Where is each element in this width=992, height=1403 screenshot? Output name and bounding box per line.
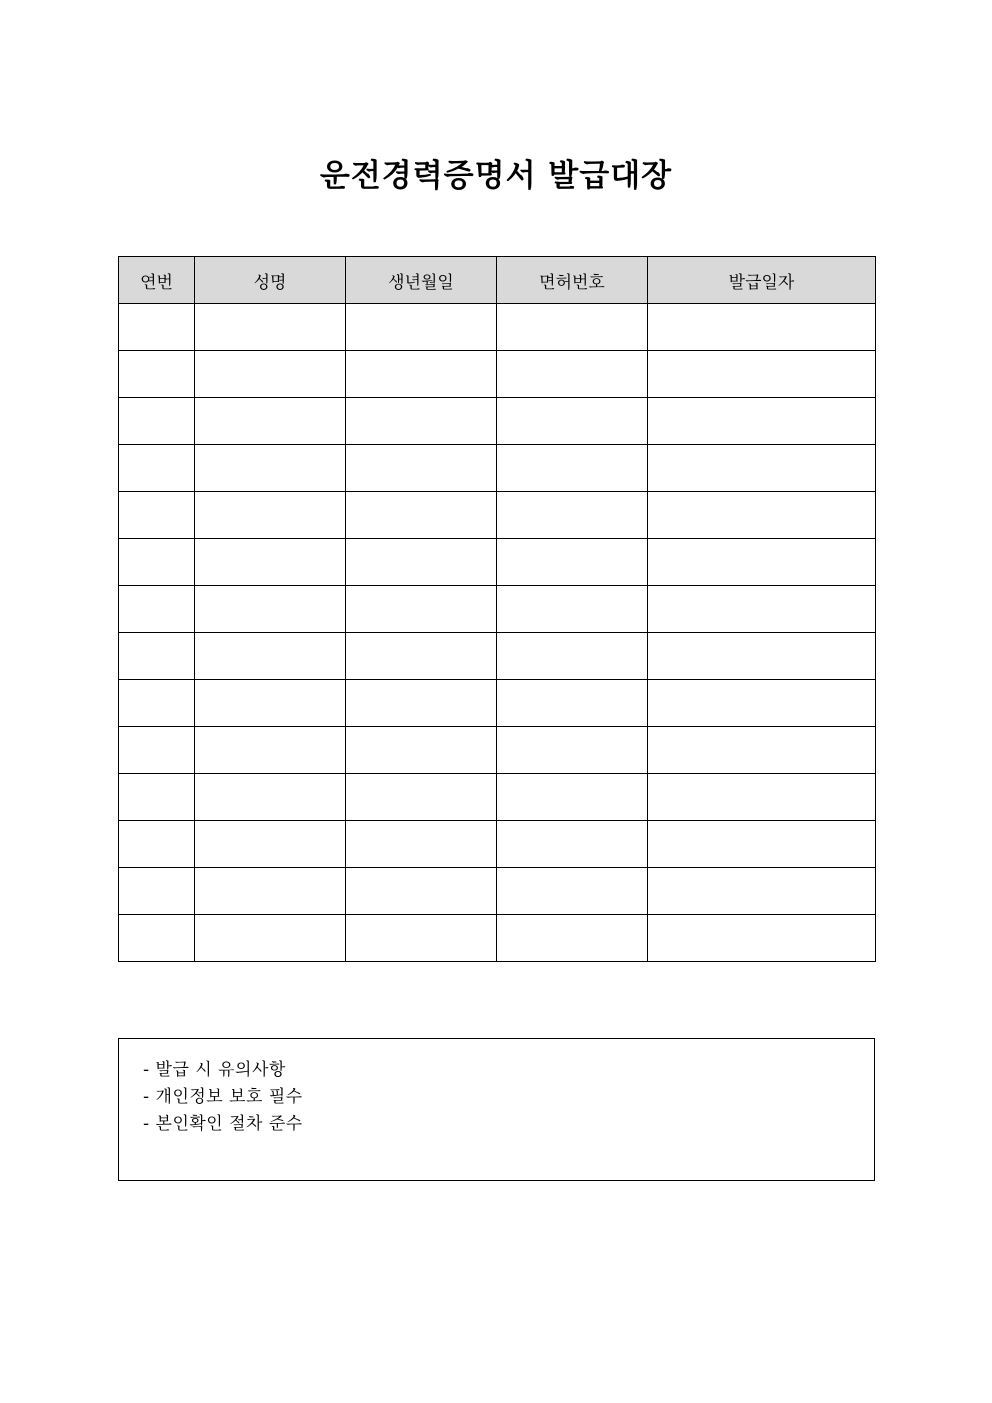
table-row (119, 351, 876, 398)
cell-name[interactable] (195, 633, 346, 680)
notes-box (118, 1038, 875, 1181)
cell-name[interactable] (195, 868, 346, 915)
table-row (119, 680, 876, 727)
table-header-row (119, 257, 876, 304)
cell-issue-date[interactable] (648, 492, 876, 539)
cell-name[interactable] (195, 915, 346, 962)
cell-birth-date[interactable] (346, 633, 497, 680)
column-header-license-number: 면허번호 (497, 257, 648, 304)
table-row (119, 868, 876, 915)
cell-birth-date[interactable] (346, 821, 497, 868)
cell-license-number[interactable] (497, 727, 648, 774)
table-row (119, 398, 876, 445)
cell-issue-date[interactable] (648, 586, 876, 633)
cell-serial-number[interactable] (119, 586, 195, 633)
cell-license-number[interactable] (497, 586, 648, 633)
table-row (119, 304, 876, 351)
cell-license-number[interactable] (497, 868, 648, 915)
cell-license-number[interactable] (497, 680, 648, 727)
cell-license-number[interactable] (497, 633, 648, 680)
cell-birth-date[interactable] (346, 868, 497, 915)
cell-name[interactable] (195, 351, 346, 398)
cell-license-number[interactable] (497, 351, 648, 398)
cell-birth-date[interactable] (346, 304, 497, 351)
cell-issue-date[interactable] (648, 680, 876, 727)
cell-name[interactable] (195, 586, 346, 633)
cell-serial-number[interactable] (119, 351, 195, 398)
cell-serial-number[interactable] (119, 445, 195, 492)
column-header-birth-date: 생년월일 (346, 257, 497, 304)
cell-issue-date[interactable] (648, 915, 876, 962)
cell-issue-date[interactable] (648, 539, 876, 586)
cell-birth-date[interactable] (346, 398, 497, 445)
cell-name[interactable] (195, 304, 346, 351)
issuance-ledger-table (118, 256, 876, 962)
table-row (119, 774, 876, 821)
table-row (119, 445, 876, 492)
cell-birth-date[interactable] (346, 539, 497, 586)
cell-issue-date[interactable] (648, 633, 876, 680)
table-row (119, 821, 876, 868)
cell-birth-date[interactable] (346, 492, 497, 539)
cell-license-number[interactable] (497, 774, 648, 821)
cell-license-number[interactable] (497, 915, 648, 962)
cell-serial-number[interactable] (119, 680, 195, 727)
cell-issue-date[interactable] (648, 868, 876, 915)
cell-serial-number[interactable] (119, 492, 195, 539)
cell-serial-number[interactable] (119, 868, 195, 915)
cell-birth-date[interactable] (346, 445, 497, 492)
cell-name[interactable] (195, 492, 346, 539)
cell-name[interactable] (195, 727, 346, 774)
table-row (119, 492, 876, 539)
cell-issue-date[interactable] (648, 821, 876, 868)
cell-name[interactable] (195, 680, 346, 727)
table-body (119, 304, 876, 962)
cell-issue-date[interactable] (648, 774, 876, 821)
cell-birth-date[interactable] (346, 915, 497, 962)
cell-license-number[interactable] (497, 398, 648, 445)
cell-serial-number[interactable] (119, 821, 195, 868)
cell-name[interactable] (195, 445, 346, 492)
cell-license-number[interactable] (497, 492, 648, 539)
column-header-name: 성명 (195, 257, 346, 304)
cell-name[interactable] (195, 398, 346, 445)
note-item: - 본인확인 절차 준수 (143, 1114, 303, 1134)
cell-issue-date[interactable] (648, 445, 876, 492)
cell-serial-number[interactable] (119, 915, 195, 962)
table-row (119, 915, 876, 962)
table-row (119, 586, 876, 633)
cell-license-number[interactable] (497, 304, 648, 351)
cell-issue-date[interactable] (648, 398, 876, 445)
table-row (119, 539, 876, 586)
cell-serial-number[interactable] (119, 774, 195, 821)
table-row (119, 727, 876, 774)
cell-serial-number[interactable] (119, 304, 195, 351)
cell-birth-date[interactable] (346, 680, 497, 727)
cell-name[interactable] (195, 774, 346, 821)
cell-birth-date[interactable] (346, 774, 497, 821)
page-title: 운전경력증명서 발급대장 (319, 157, 673, 194)
cell-serial-number[interactable] (119, 398, 195, 445)
cell-serial-number[interactable] (119, 633, 195, 680)
cell-serial-number[interactable] (119, 539, 195, 586)
cell-name[interactable] (195, 539, 346, 586)
table-row (119, 633, 876, 680)
cell-birth-date[interactable] (346, 351, 497, 398)
cell-license-number[interactable] (497, 539, 648, 586)
cell-issue-date[interactable] (648, 351, 876, 398)
cell-name[interactable] (195, 821, 346, 868)
cell-license-number[interactable] (497, 445, 648, 492)
cell-birth-date[interactable] (346, 586, 497, 633)
cell-issue-date[interactable] (648, 304, 876, 351)
column-header-serial-number: 연번 (119, 257, 195, 304)
cell-license-number[interactable] (497, 821, 648, 868)
cell-issue-date[interactable] (648, 727, 876, 774)
note-item: - 발급 시 유의사항 (143, 1060, 286, 1080)
column-header-issue-date: 발급일자 (648, 257, 876, 304)
cell-serial-number[interactable] (119, 727, 195, 774)
note-item: - 개인정보 보호 필수 (143, 1087, 303, 1107)
notes-list (119, 1039, 874, 1138)
cell-birth-date[interactable] (346, 727, 497, 774)
